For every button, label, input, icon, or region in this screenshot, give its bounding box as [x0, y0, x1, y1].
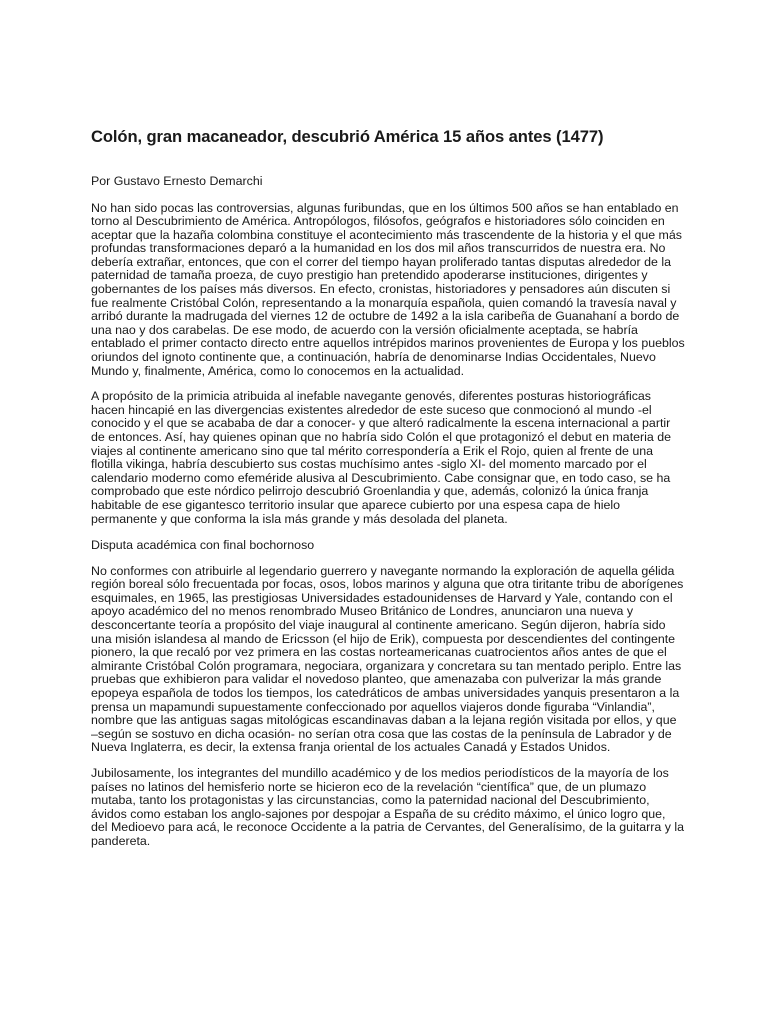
paragraph-1: No han sido pocas las controversias, algunas furibundas, que en los últimos 500 años se han entablado en torno al Descubrimiento de América. Antropólogos, filósofos, geógrafos e historiadores sólo coinciden en aceptar que la hazaña colombina constituye el acontecimiento más trascendente de la historia y el que más profundas transformaciones deparó a la humanidad en los dos mil años transcurridos de nuestra era. No debería extrañar, entonces, que con el correr del tiempo hayan proliferado tantas disputas alrededor de la paternidad de tamaña proeza, de cuyo prestigio han pretendido apoderarse instituciones, dirigentes y gobernantes de los países más diversos. En efecto, cronistas, historiadores y pensadores aún discuten si fue realmente Cristóbal Colón, representando a la monarquía española, quien comandó la travesía naval y arribó durante la madrugada del viernes 12 de octubre de 1492 a la isla caribeña de Guanahaní a bordo de una nao y dos carabelas. De ese modo, de acuerdo con la versión oficialmente aceptada, se habría entablado el primer contacto directo entre aquellos intrépidos marinos provenientes de Europa y los pueblos oriundos del ignoto continente que, a continuación, habría de denominarse Indias Occidentales, Nuevo Mundo y, finalmente, América, como lo conocemos en la actualidad. [91, 200, 685, 378]
section-subheading: Disputa académica con final bochornoso [91, 538, 315, 553]
article-body [91, 126, 685, 861]
paragraph-3: No conformes con atribuirle al legendario guerrero y navegante normando la exploración de aquella gélida región boreal sólo frecuentada por focas, osos, lobos marinos y alguna que otra tiritante tribu de aborígenes esquimales, en 1965, las prestigiosas Universidades estadounidenses de Harvard y Yale, contando con el apoyo académico del no menos renombrado Museo Británico de Londres, anunciaron una nueva y desconcertante teoría a propósito del viaje inaugural al continente americano. Según dijeron, habría sido una misión islandesa al mando de Ericsson (el hijo de Erik), compuesta por descendientes del contingente pionero, la que recaló por vez primera en las costas norteamericanas cuatrocientos años antes de que el almirante Cristóbal Colón programara, negociara, organizara y concretara su tan mentado periplo. Entre las pruebas que exhibieron para validar el novedoso planteo, que amenazaba con pulverizar la más grande epopeya española de todos los tiempos, los catedráticos de ambas universidades yanquis presentaron a la prensa un mapamundi supuestamente confeccionado por aquellos viajeros donde figuraba “Vinlandia”, nombre que las antiguas sagas mitológicas escandinavas daban a la lejana región visitada por ellos, y que –según se sostuvo en dicha ocasión- no serían otra cosa que las costas de la península de Labrador y de Nueva Inglaterra, es decir, la extensa franja oriental de los actuales Canadá y Estados Unidos. [91, 563, 684, 755]
article-title: Colón, gran macaneador, descubrió América 15 años antes (1477) [91, 127, 604, 146]
article-author: Por Gustavo Ernesto Demarchi [91, 174, 263, 188]
paragraph-4: Jubilosamente, los integrantes del mundillo académico y de los medios periodísticos de la mayoría de los países no latinos del hemisferio norte se hicieron eco de la revelación “científica” que, de un plumazo mutaba, tanto los protagonistas y las circunstancias, como la paternidad nacional del Descubrimiento, ávidos como estaban los anglo-sajones por despojar a España de su crédito máximo, el único logro que, del Medioevo para acá, le reconoce Occidente a la patria de Cervantes, del Generalísimo, de la guitarra y la pandereta. [91, 765, 685, 848]
paragraph-2: A propósito de la primicia atribuida al inefable navegante genovés, diferentes posturas historiográficas hacen hincapié en las divergencias existentes alrededor de este suceso que conmocionó al mundo -el conocido y el que se acababa de dar a conocer- y que alteró radicalmente la escena internacional a partir de entonces. Así, hay quienes opinan que no habría sido Colón el que protagonizó el debut en materia de viajes al continente americano sino que tal mérito correspondería a Erik el Rojo, quien al frente de una flotilla vikinga, habría descubierto sus costas muchísimo antes -siglo XI- del momento marcado por el calendario moderno como efeméride alusiva al Descubrimiento. Cabe consignar que, en todo caso, se ha comprobado que este nórdico pelirrojo descubrió Groenlandia y que, además, colonizó la única franja habitable de ese gigantesco territorio insular que aparece cubierto por una espesa capa de hielo permanente y que conforma la isla más grande y más desolada del planeta. [91, 389, 672, 526]
